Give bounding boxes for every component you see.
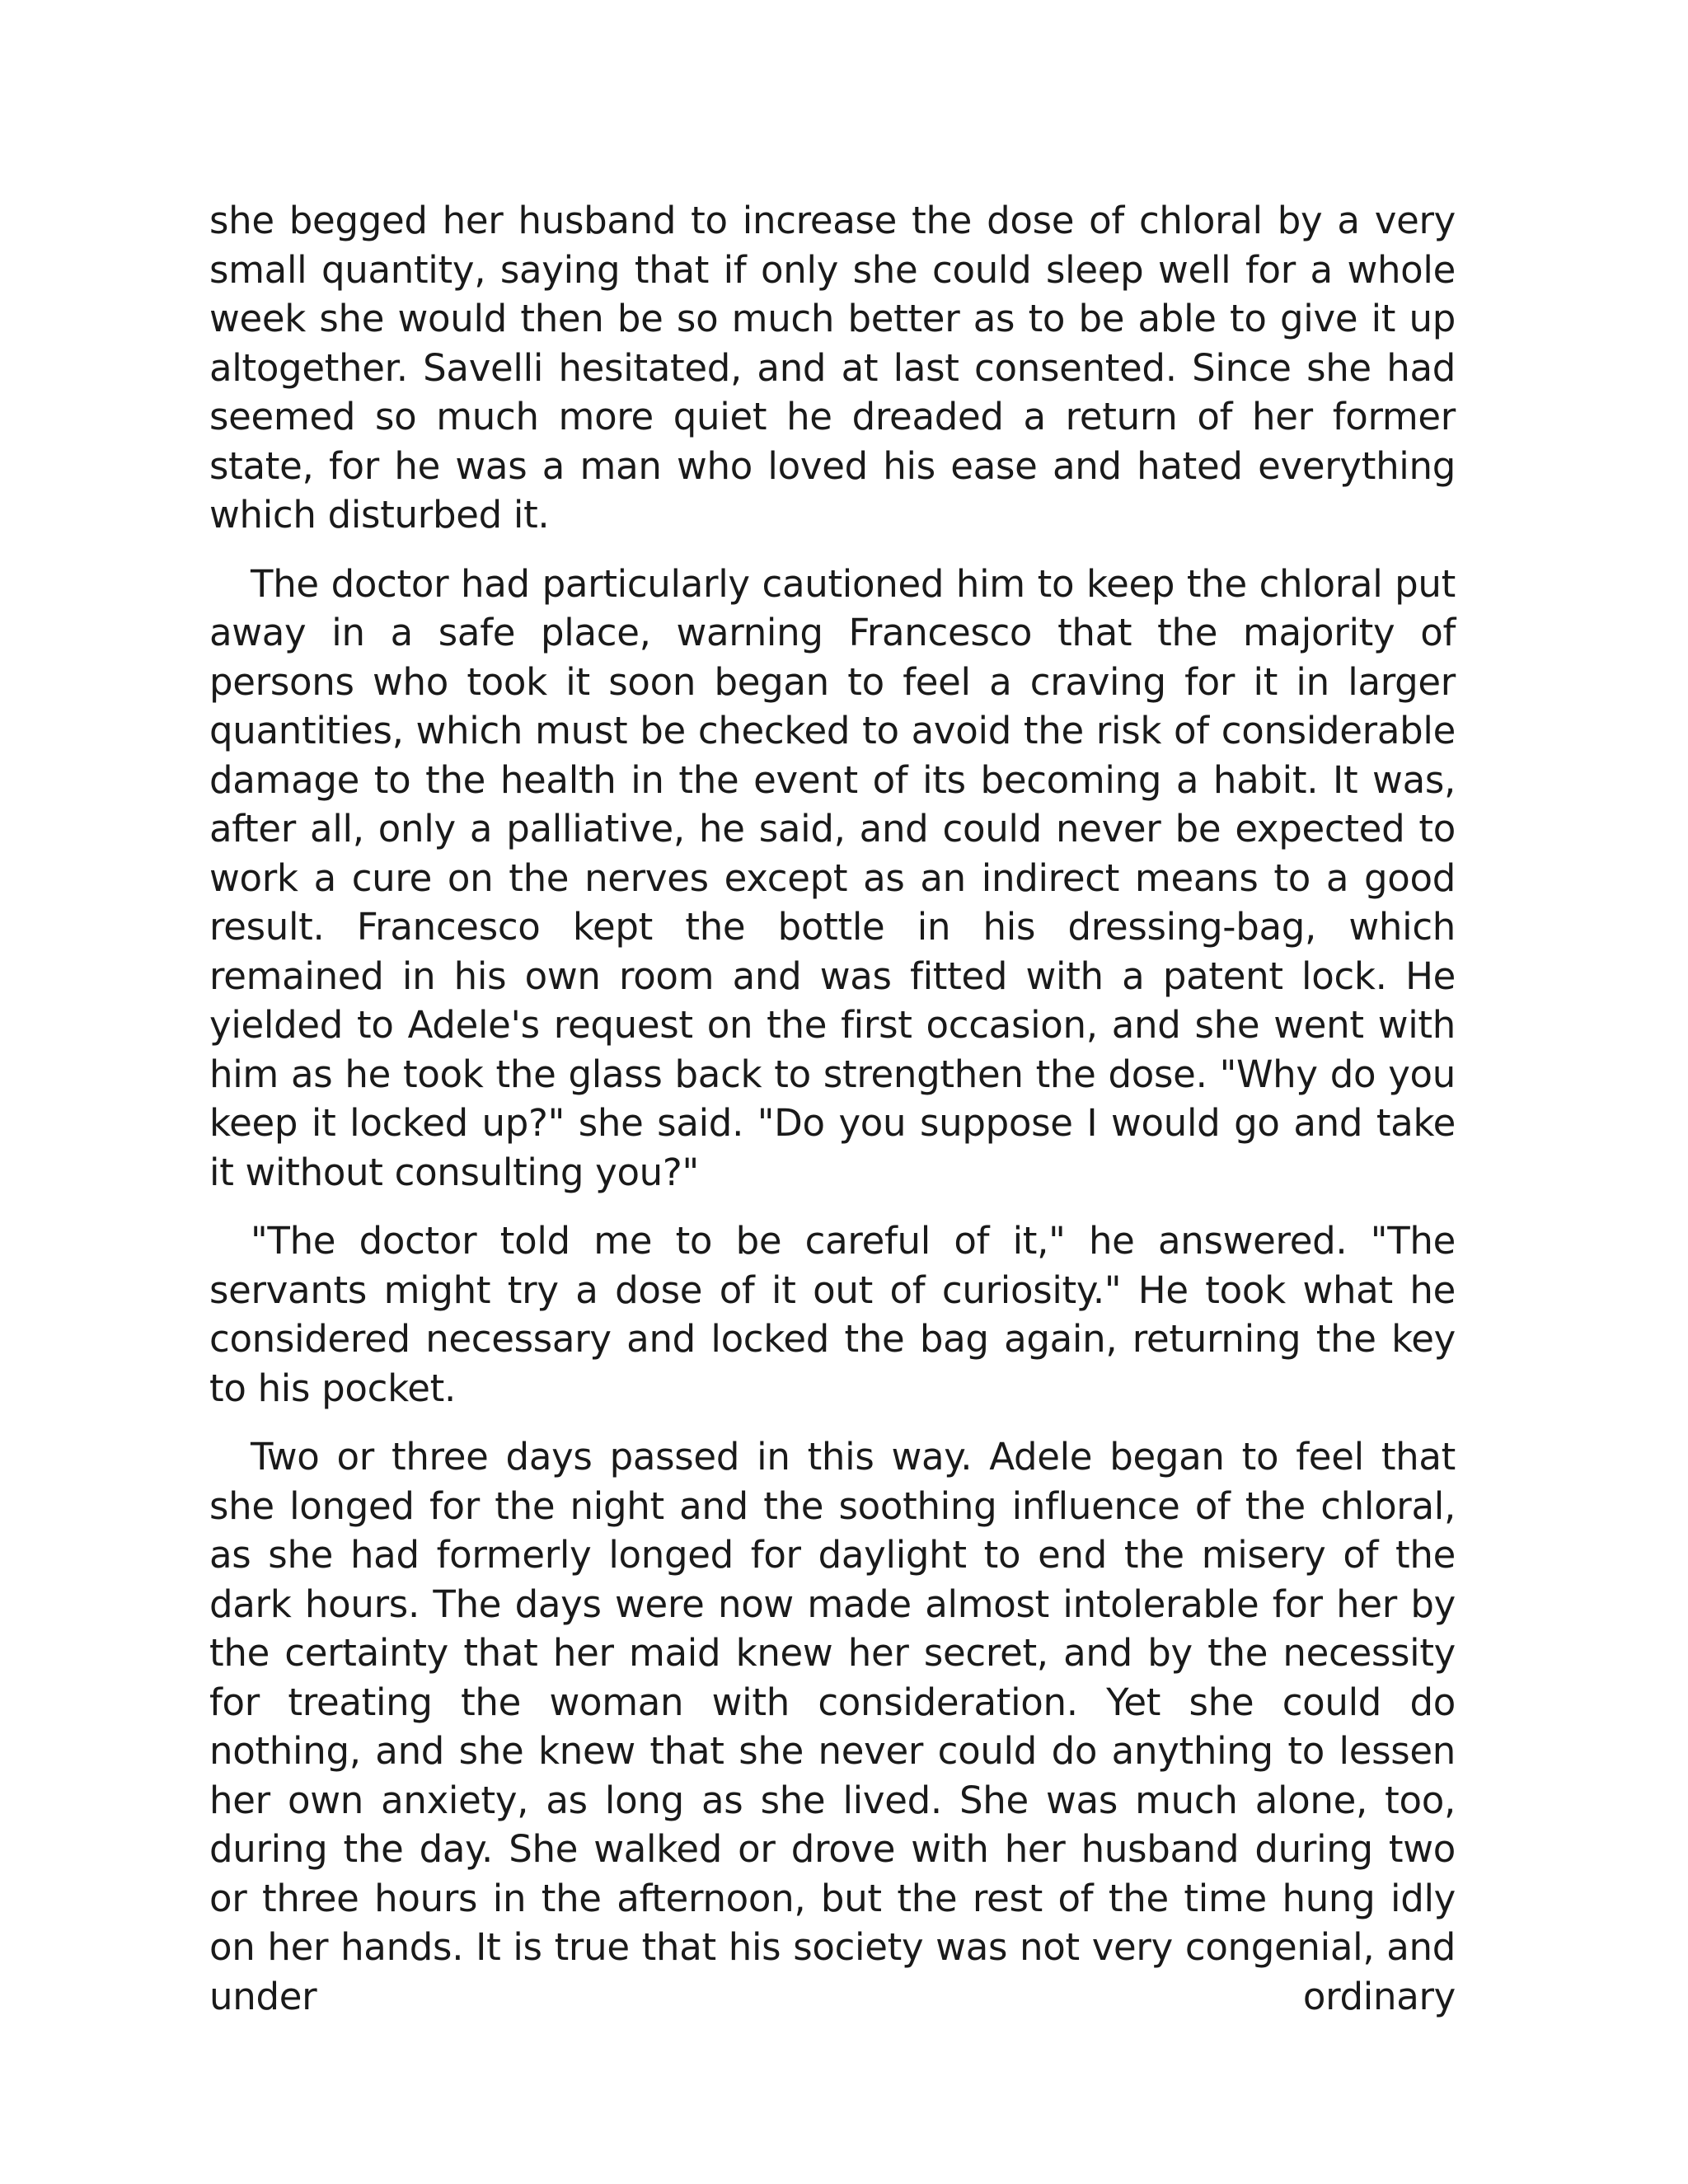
paragraph-4: Two or three days passed in this way. Adele began to feel that she longed for the night and the soothing influence of the chloral, as she had formerly longed for daylight to end the misery of the dark hours. The days were now made almost intolerable for her by the certainty that her maid knew her secret, and by the necessity for treating the woman with consideration. Yet she could do nothing, and she knew that she never could do anything to lessen her own anxiety, as long as she lived. She was much alone, too, during the day. She walked or drove with her husband during two or three hours in the afternoon, but the rest of the time hung idly on her hands. It is true that his society was not very congenial, and under ordinary: [209, 1435, 1456, 2018]
paragraph-1: she begged her husband to increase the dose of chloral by a very small quantity, saying that if only she could sleep well for a whole week she would then be so much better as to be able to give it up altogether. Savelli hesitated, and at last consented. Since she had seemed so much more quiet he dreaded a return of her former state, for he was a man who loved his ease and hated everything which disturbed it.: [209, 199, 1456, 537]
paragraph-3: "The doctor told me to be careful of it," he answered. "The servants might try a dose of it out of curiosity." He took what he considered necessary and locked the bag again, returning the key to his pocket.: [209, 1219, 1456, 1410]
page-body: [209, 196, 1456, 2041]
paragraph-2: The doctor had particularly cautioned him to keep the chloral put away in a safe place, warning Francesco that the majority of persons who took it soon began to feel a craving for it in larger quantities, which must be checked to avoid the risk of considerable damage to the health in the event of its becoming a habit. It was, after all, only a palliative, he said, and could never be expected to work a cure on the nerves except as an indirect means to a good result. Francesco kept the bottle in his dressing-bag, which remained in his own room and was fitted with a patent lock. He yielded to Adele's request on the first occasion, and she went with him as he took the glass back to strengthen the dose. "Why do you keep it locked up?" she said. "Do you suppose I would go and take it without consulting you?": [209, 561, 1456, 1194]
